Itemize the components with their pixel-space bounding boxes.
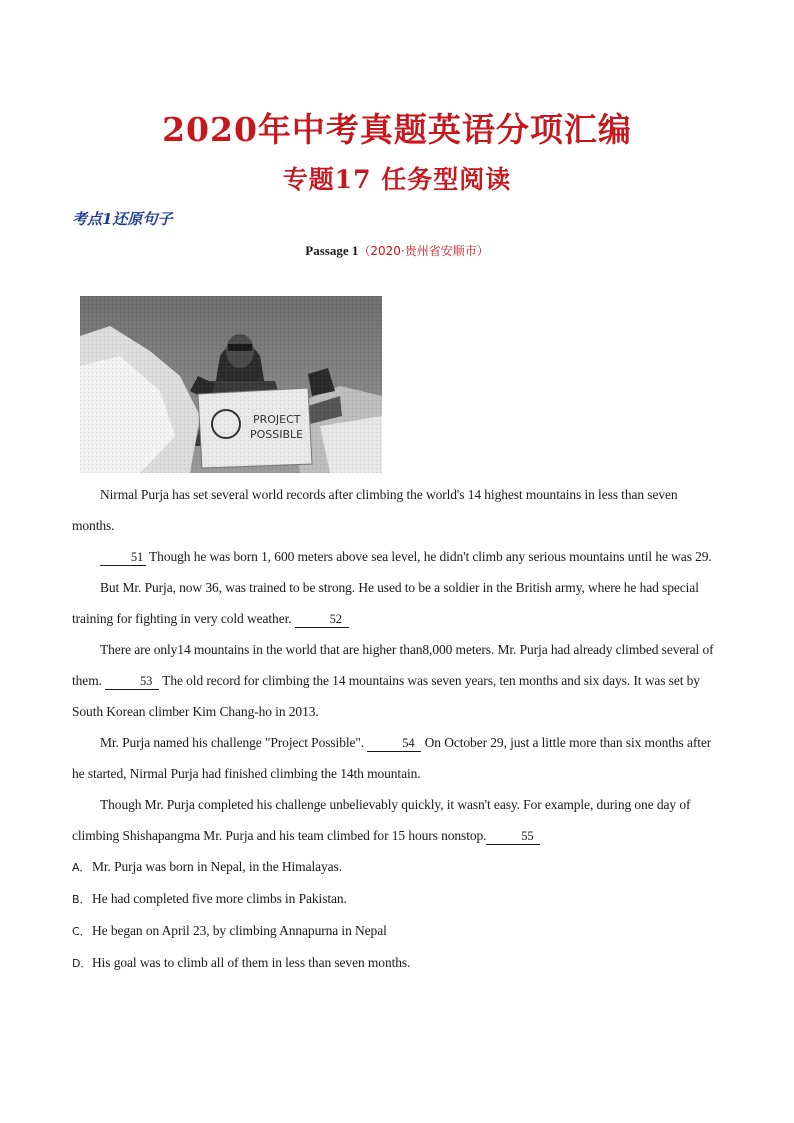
paragraph-5: Mr. Purja named his challenge "Project Possible". 54 On October 29, just a little more than six months after he started, Nirmal Purja had finished climbing the 14th mountain. [72,735,712,781]
option-c-letter: C． [72,925,91,938]
paragraph-3: But Mr. Purja, now 36, was trained to be strong. He used to be a soldier in the British army, where he had special training for fighting in very cold weather. 52 [72,580,699,626]
option-a[interactable] [72,851,722,883]
section-heading: 考点1还原句子 [72,210,173,228]
blank-53[interactable]: 53 [105,673,159,690]
blank-54[interactable]: 54 [367,735,421,752]
option-c-text: He began on April 23, by climbing Annapurna in Nepal [92,923,387,938]
passage-source: （2020·贵州省安顺市） [358,244,489,258]
paragraph-2: 51 Though he was born 1, 600 meters above sea level, he didn't climb any serious mountains until he was 29. [72,541,722,572]
option-d[interactable] [72,947,722,979]
blank-51[interactable]: 51 [100,549,146,566]
option-a-letter: A． [72,861,91,874]
option-b-letter: B． [72,893,91,906]
option-b-text: He had completed five more climbs in Pakistan. [92,891,347,906]
blank-55[interactable]: 55 [486,828,540,845]
paragraph-6: Though Mr. Purja completed his challenge unbelievably quickly, it wasn't easy. For example, during one day of climbing Shishapangma Mr. Purja and his team climbed for 15 hours nonstop. 55 [72,797,691,843]
document-title: 2020年中考真题英语分项汇编 [162,110,632,149]
passage-body [72,479,722,979]
document-subtitle: 专题17 任务型阅读 [282,165,512,194]
option-d-letter: D． [72,957,92,970]
paragraph-1: Nirmal Purja has set several world records after climbing the world's 14 highest mountains in less than seven months. [72,487,678,533]
option-b[interactable] [72,883,722,915]
climber-photo [80,296,382,473]
option-a-text: Mr. Purja was born in Nepal, in the Himalayas. [92,859,342,874]
paragraph-4: There are only14 mountains in the world that are higher than8,000 meters. Mr. Purja had already climbed several of them. 53 The old record for climbing the 14 mountains was seven years, ten months and six days. It was set by South Korean climber Kim Chang-ho in 2013. [72,642,714,719]
passage-name: Passage 1 [305,243,359,258]
passage-heading [0,242,794,259]
option-c[interactable] [72,915,722,947]
option-d-text: His goal was to climb all of them in less than seven months. [92,955,411,970]
blank-52[interactable]: 52 [295,611,349,628]
